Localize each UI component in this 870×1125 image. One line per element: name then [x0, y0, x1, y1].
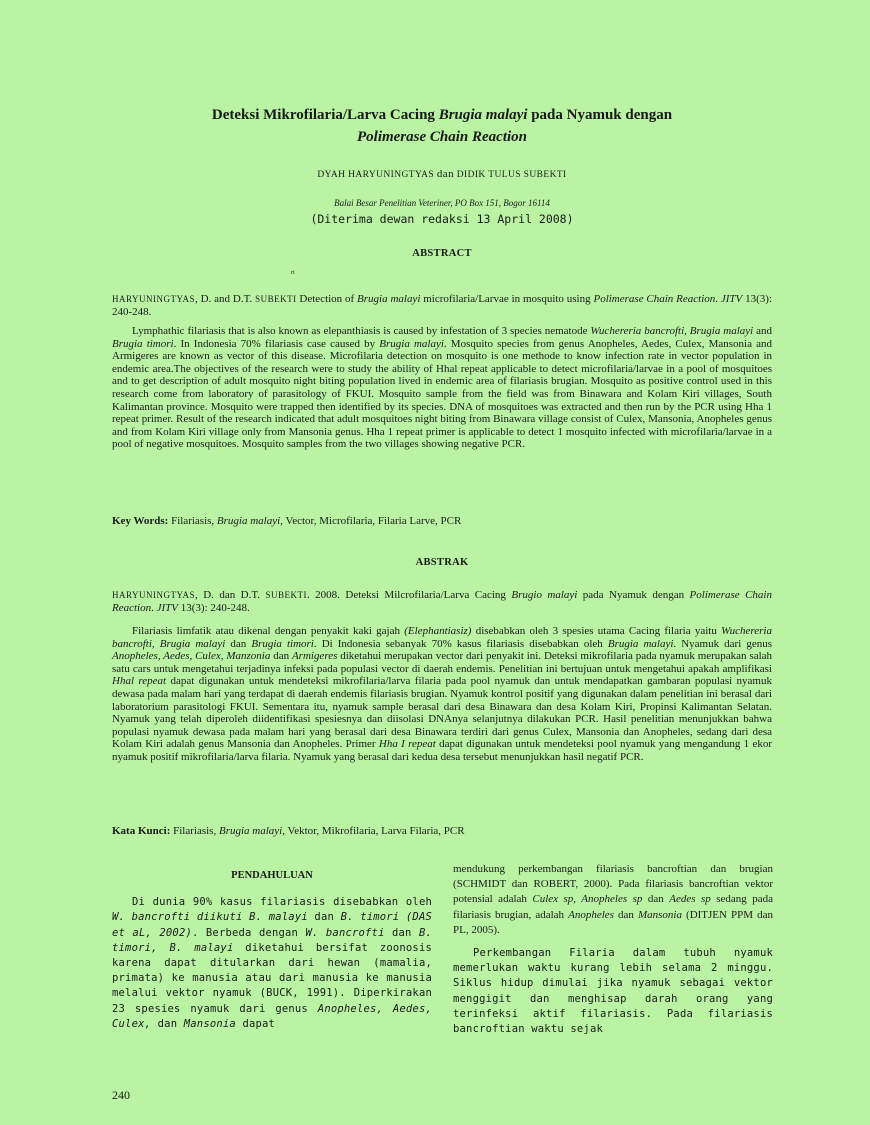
- text-run: dan: [613, 908, 638, 921]
- text-run: dan: [384, 926, 419, 939]
- italic-text-run: Brugia malayi: [607, 637, 674, 650]
- italic-text-run: (Elephantiasiz): [404, 625, 472, 637]
- italic-text-run: Aedes sp: [669, 893, 711, 906]
- authors: DYAH HARYUNINGTYAS dan DIDIK TULUS SUBEKTI: [317, 168, 567, 180]
- italic-text-run: B. timori, B. malayi: [112, 926, 432, 954]
- italic-text-run: B. timori (DAS et aL, 2002): [112, 911, 432, 939]
- italic-text-run: Brugia timori: [112, 337, 174, 350]
- right-column-paragraph-2: Perkembangan Filaria dalam tubuh nyamuk memerlukan waktu kurang lebih selama 2 minggu. Siklus hidup dimulai jika nyamuk sebagai vektor menggigit dan menghisap darah orang yang terinfeksi aktif filariasis. Pada filariasis bancroftian waktu sejak: [453, 947, 773, 1036]
- abstract-citation: HARYUNINGTYAS, D. and D.T. SUBEKTI Detection of Brugia malayi microfilaria/Larvae in mosquito using Polimerase Chain Reaction. JITV 13(3): 240-248.: [112, 293, 772, 318]
- abstract-body: [112, 325, 772, 451]
- text-run: dan: [642, 893, 670, 906]
- italic-text-run: Brugia timori: [251, 637, 314, 650]
- abstrak-heading: ABSTRAK: [415, 557, 469, 568]
- text-run: . Di Indonesia sebanyak 70% kasus filariasis disebabkan oleh: [313, 637, 608, 650]
- italic-text-run: Anopheles, Aedes, Culex,: [112, 1002, 432, 1030]
- italic-text-run: Wuchereria bancrofti, Brugia malayi: [112, 625, 772, 650]
- kata-kunci: Kata Kunci: Filariasis, Brugia malayi, Vektor, Mikrofilaria, Larva Filaria, PCR: [112, 825, 465, 837]
- italic-text-run: Anopheles, Aedes, Culex, Manzonia: [112, 650, 271, 663]
- text-run: dan: [307, 911, 341, 924]
- right-column-paragraph-1: [453, 862, 773, 938]
- text-run: sedang pada filariasis brugian, adalah: [453, 893, 774, 921]
- section-heading: PENDAHULUAN: [231, 870, 313, 881]
- italic-text-run: Mansonia: [183, 1017, 236, 1030]
- abstract-heading: ABSTRACT: [412, 248, 472, 259]
- text-run: dan: [151, 1017, 184, 1030]
- italic-text-run: Brugia malayi: [379, 337, 444, 350]
- text-run: . Berbeda dengan: [192, 926, 306, 939]
- italic-text-run: Hha I repeat: [378, 738, 436, 751]
- text-run: and: [753, 325, 772, 337]
- text-run: diketahui bersifat zoonosis karena dapat ditularkan dari hewan (mamalia, primata) ke manusia atau dari manusia ke manusia melalui vektor nyamuk (BUCK, 1991). Diperkirakan 23 spesies nyamuk dari genus: [112, 941, 432, 1015]
- text-run: (DITJEN PPM dan PL, 2005).: [453, 908, 773, 936]
- received-date: (Diterima dewan redaksi 13 April 2008): [310, 212, 574, 226]
- italic-text-run: Mansonia: [637, 908, 682, 921]
- text-run: dapat digunakan untuk mendeteksi mikrofilaria/larva filaria pada pool nyamuk dan untuk mendapatkan gambaran populasi nyamuk dewasa pada malam hari yang terdapat di daerah endemis filariasis brugian. Nyamuk kontrol positif yang digunakan dalam penelitian ini berasal dari laboratorium parasitologi FKUI. Sementara itu, nyamuk sample berasal dari desa Binawara dan desa Kolam Kiri, Propinsi Kalimantan Selatan. Nyamuk yang telah diperoleh diidentifikasi spesiesnya dan diisolasi DNAnya selanjutnya dilakukan PCR. Hasil penelitian menunjukkan bahwa populasi nyamuk dewasa pada malam hari yang berasal dari desa Binawara terdiri dari genus Culex, Mansonia dan Anopheles, sedang dari desa Kolam Kiri adalah genus Mansonia dan Anopheles. Primer: [112, 675, 772, 751]
- text-run: . Mosquito species from genus Anopheles, Aedes, Culex, Mansonia and Armigeres are known as vector of this disease. Microfilaria detection on mosquito is one methode to know infection rate in vector population in endemic area.The objectives of the research were to study the ability of Hhal repeat applicable to detect microfilaria/larvae in a pool of mosquitoes and to get description of adult mosquito night biting population lived in endemic area of filariasis brugian. Mosquito as positive control used in this research come from laboratory of parasitology of FKUI. Mosquito sample from the field was from Binawara and Kolam Kiri villages, South Kalimantan province. Mosquito were trapped then identified by its species. DNA of mosquitoes was extracted and then run by the PCR using Hha 1 repeat primer. Result of the research indicated that adult mosquitoes night biting from Binawara village consist of Culex, Mansonia, Anopheles genus and from Kolam Kiri village only from Mansonia genus. Hha 1 repeat primer is applicable to detect 1 mosquito infected with microfilaria/larvae in a pool of negative mosquitoes. Mosquito samples from the two villages showing negative PCR.: [112, 337, 772, 451]
- text-run: dan: [270, 650, 292, 663]
- text-run: Filariasis limfatik atau dikenal dengan penyakit kaki gajah: [132, 625, 405, 637]
- italic-text-run: W. bancrofti diikuti B. malayi: [112, 911, 308, 924]
- abstrak-body: [112, 625, 772, 764]
- text-run: . In Indonesia 70% filariasis case caused by: [173, 337, 380, 350]
- italic-text-run: Culex sp, Anopheles sp: [532, 893, 643, 906]
- page-number: 240: [112, 1088, 130, 1102]
- text-run: dapat: [235, 1017, 276, 1030]
- text-run: Lymphathic filariasis that is also known as elepanthiasis is caused by infestation of 3 species nematode: [132, 325, 591, 337]
- affiliation: Balai Besar Penelitian Veteriner, PO Box 151, Bogor 16114: [334, 198, 550, 208]
- italic-text-run: Wuchereria bancrofti, Brugia malayi: [590, 325, 754, 337]
- abstrak-citation: HARYUNINGTYAS, D. dan D.T. SUBEKTI. 2008. Deteksi Milcrofilaria/Larva Cacing Brugio malayi pada Nyamuk dengan Polimerase Chain Reaction. JITV 13(3): 240-248.: [112, 589, 772, 614]
- article-title: Deteksi Mikrofilaria/Larva Cacing Brugia malayi pada Nyamuk dengan Polimerase Chain Reaction: [211, 107, 673, 145]
- footnote-mark: ri: [291, 270, 295, 276]
- left-column-paragraph: [112, 895, 432, 1032]
- italic-text-run: Hhal repeat: [112, 675, 167, 688]
- left-column: [112, 868, 432, 1032]
- text-run: disebabkan oleh 3 spesies utama Cacing filaria yaitu: [471, 625, 722, 637]
- italic-text-run: Armigeres: [291, 650, 338, 663]
- text-run: mendukung perkembangan filariasis bancroftian dan brugian (SCHMIDT dan ROBERT, 2000). Pada filariasis bancroftian vektor potensial adalah: [453, 863, 773, 906]
- text-run: . Nyamuk dari genus: [673, 637, 773, 650]
- italic-text-run: Anopheles: [568, 908, 614, 921]
- keywords: Key Words: Filariasis, Brugia malayi, Vector, Microfilaria, Filaria Larve, PCR: [112, 515, 462, 527]
- text-run: Di dunia 90% kasus filariasis disebabkan oleh: [132, 896, 432, 909]
- right-column: [453, 862, 773, 1037]
- text-run: dapat digunakan untuk mendeteksi pool nyamuk yang mengandung 1 ekor nyamuk positif mikrofilaria/larva filaria. Nyamuk yang berasal dari kedua desa tersebut menunjukkan hasil negatif PCR.: [112, 738, 772, 763]
- text-run: dan: [225, 637, 252, 650]
- text-run: diketahui merupakan vector dari penyakit ini. Deteksi mikrofilaria pada nyamuk merupakan salah satu cars untuk mengetahui terjadinya infeksi pada populasi vector di daerah endemis. Penelitian ini bertujuan untuk mengetahui apakah amplifikasi: [112, 650, 773, 675]
- italic-text-run: W. bancrofti: [305, 926, 385, 939]
